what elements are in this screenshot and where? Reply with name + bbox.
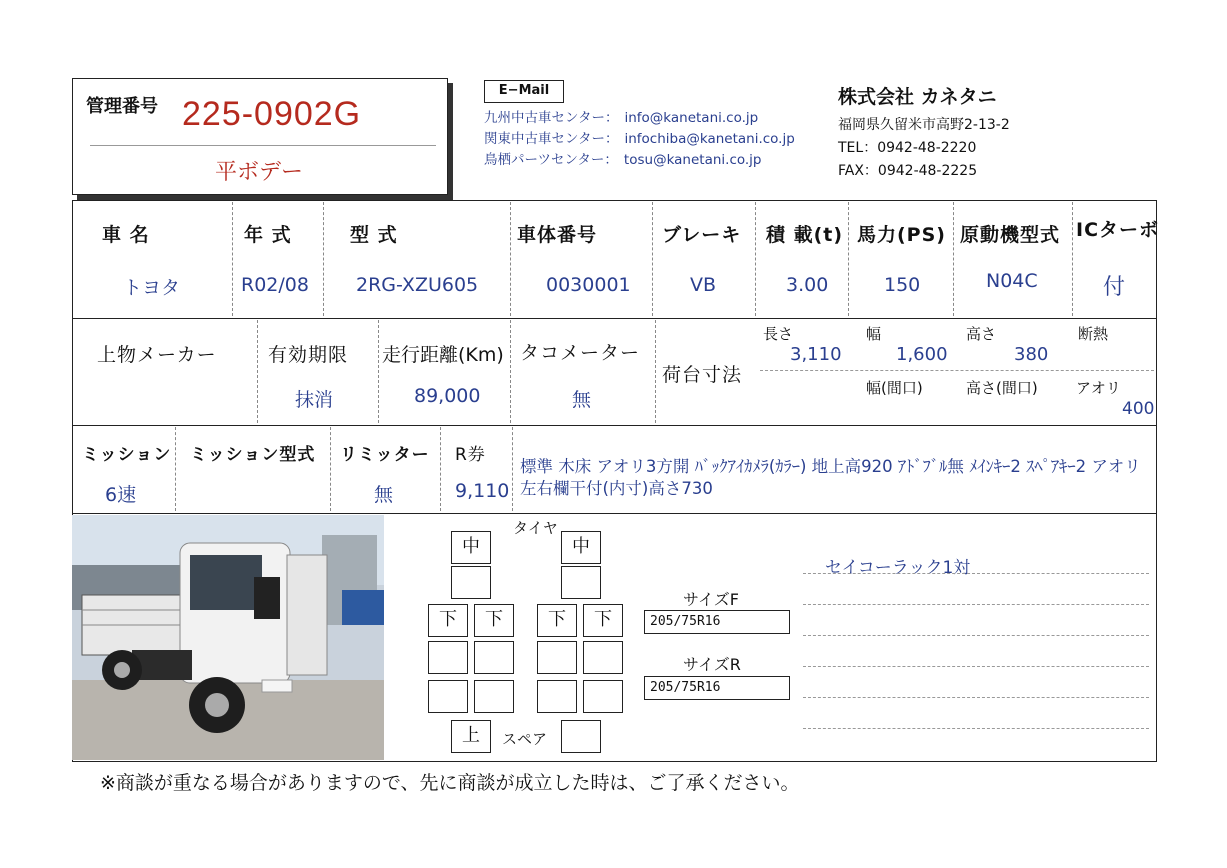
- value-aori: 400: [1122, 399, 1155, 419]
- tire-rear-outer: [537, 680, 577, 713]
- header-transmission-type: ミッション型式: [190, 445, 316, 465]
- aori-label: アオリ: [1076, 379, 1121, 397]
- value-transmission: 6速: [105, 484, 137, 506]
- cargo-dimensions-label: 荷台寸法: [662, 364, 743, 386]
- tire-front-right: 中: [561, 531, 601, 564]
- tire-spare: 上: [451, 720, 491, 753]
- equipment-note: セイコーラック1対: [825, 558, 971, 578]
- tire-front-left: 中: [451, 531, 491, 564]
- contact-row: [484, 108, 795, 129]
- value-limiter: 無: [374, 484, 394, 506]
- value-tachometer: 無: [572, 389, 592, 411]
- header-year: 年 式: [244, 224, 292, 246]
- company-address: 福岡県久留米市高野2-13-2: [838, 117, 1010, 133]
- insulation-label: 断熱: [1078, 325, 1109, 343]
- email-label: E−Mail: [484, 80, 564, 103]
- notes: 標準 木床 アオリ3方開 ﾊﾞｯｸｱｲｶﾒﾗ(ｶﾗｰ) 地上高920 ｱﾄﾞﾌﾞﾙ無 ﾒｲﾝｷｰ2 ｽﾍﾟｱｷｰ2 アオリ左右欄干付(内寸)高さ730: [520, 457, 1141, 498]
- value-chassis: 0030001: [546, 274, 631, 296]
- tire-rear-outer: [428, 680, 468, 713]
- height-label: 高さ: [966, 325, 997, 343]
- contact-row: [484, 129, 795, 150]
- contact-email[interactable]: tosu@kanetani.co.jp: [623, 152, 762, 168]
- tire-rear-3: 下: [537, 604, 577, 637]
- value-brake: VB: [690, 274, 717, 296]
- mgmt-number: 225-0902G: [182, 95, 362, 133]
- company-name: 株式会社 カネタニ: [838, 86, 997, 108]
- length-label: 長さ: [763, 325, 794, 343]
- value-height: 380: [1014, 344, 1049, 365]
- value-width: 1,600: [896, 344, 948, 365]
- contact-name: 関東中古車センター：: [484, 131, 619, 147]
- value-car-name: トヨタ: [123, 277, 181, 299]
- tire-rear-4: 下: [583, 604, 623, 637]
- contact-name: 九州中古車センター：: [484, 110, 619, 126]
- header-chassis: 車体番号: [517, 224, 598, 246]
- inner-width-label: 幅(間口): [866, 379, 923, 397]
- contact-name: 鳥栖パーツセンター：: [484, 152, 618, 168]
- value-turbo: 付: [1103, 275, 1126, 300]
- header-expiry: 有効期限: [268, 344, 349, 366]
- size-f-value: 205/75R16: [644, 610, 790, 634]
- tire-rear-outer: [474, 680, 514, 713]
- value-engine: N04C: [986, 270, 1038, 292]
- spare-label: スペア: [502, 730, 548, 748]
- header-model: 型 式: [350, 224, 398, 246]
- divider: [90, 145, 436, 146]
- value-model: 2RG-XZU605: [356, 274, 479, 296]
- footer-note: ※商談が重なる場合がありますので、先に商談が成立した時は、ご了承ください。: [100, 772, 800, 794]
- header-limiter: リミッター: [340, 445, 430, 465]
- contact-email[interactable]: infochiba@kanetani.co.jp: [624, 131, 795, 147]
- value-mileage: 89,000: [414, 385, 481, 407]
- value-r-ticket: 9,110: [455, 480, 510, 502]
- tire-rear-2: 下: [474, 604, 514, 637]
- header-engine: 原動機型式: [960, 224, 1061, 246]
- header-brake: ブレーキ: [662, 224, 742, 246]
- tire-rear-inner: [428, 641, 468, 674]
- contact-row: [484, 150, 795, 171]
- company-tel: TEL：0942-48-2220: [838, 140, 977, 156]
- size-r-value: 205/75R16: [644, 676, 790, 700]
- tire-rear-inner: [583, 641, 623, 674]
- size-r-label: サイズR: [683, 655, 741, 674]
- header-car-name: 車 名: [102, 224, 150, 246]
- tire-rear-1: 下: [428, 604, 468, 637]
- body-type: 平ボデー: [215, 160, 304, 185]
- size-f-label: サイズF: [683, 590, 739, 609]
- value-expiry: 抹消: [295, 389, 334, 411]
- tire-front-left-empty: [451, 566, 491, 599]
- value-load: 3.00: [786, 274, 829, 296]
- tire-rear-inner: [474, 641, 514, 674]
- tire-rear-outer: [583, 680, 623, 713]
- header-hp: 馬力(PS): [857, 224, 946, 246]
- width-label: 幅: [866, 325, 882, 343]
- header-turbo: ICターボ: [1076, 219, 1160, 241]
- value-length: 3,110: [790, 344, 842, 365]
- tire-front-right-empty: [561, 566, 601, 599]
- header-r-ticket: R券: [455, 445, 486, 465]
- truck-image: [72, 515, 384, 760]
- truck-photo: [72, 515, 384, 760]
- tire-rear-inner: [537, 641, 577, 674]
- tire-label: タイヤ: [513, 519, 558, 537]
- contact-email[interactable]: info@kanetani.co.jp: [624, 110, 759, 126]
- header-body-maker: 上物メーカー: [97, 344, 217, 366]
- tire-spare-empty: [561, 720, 601, 753]
- header-transmission: ミッション: [82, 445, 172, 465]
- header-tachometer: タコメーター: [520, 342, 641, 364]
- value-year: R02/08: [241, 274, 309, 296]
- mgmt-label: 管理番号: [86, 96, 158, 117]
- inner-height-label: 高さ(間口): [966, 379, 1038, 397]
- header-load: 積 載(t): [766, 224, 844, 246]
- company-fax: FAX：0942-48-2225: [838, 163, 978, 179]
- header-mileage: 走行距離(Km): [382, 344, 504, 366]
- value-hp: 150: [884, 274, 921, 296]
- contact-list: [484, 108, 795, 171]
